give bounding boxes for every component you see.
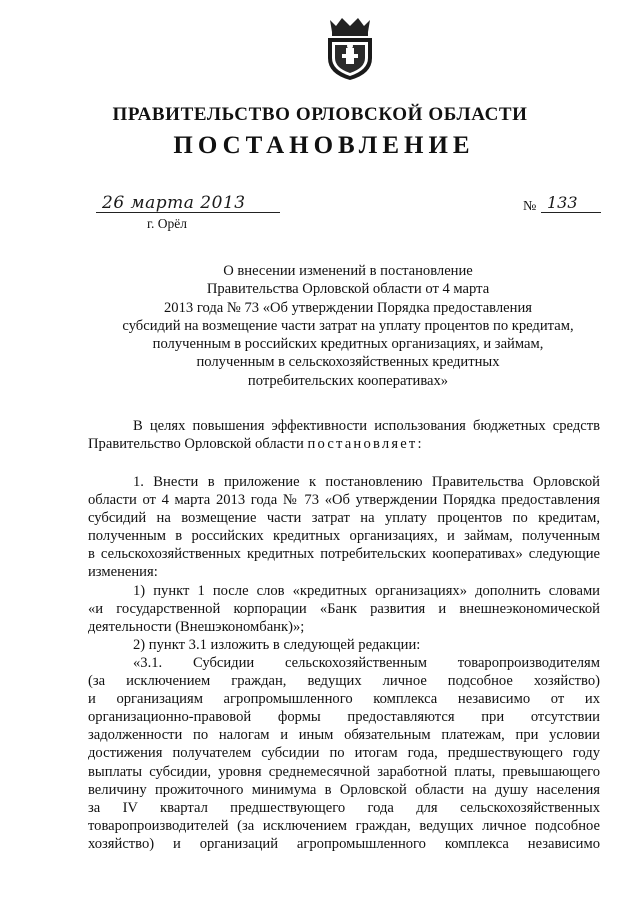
subject-line: полученным в сельскохозяйственных кредитных (196, 354, 500, 371)
handwritten-date: 26 марта 2013 (96, 194, 280, 213)
item-1-line: полученным в российских кредитных организациях, и займам, полученным (88, 528, 600, 545)
sub-item-1-line: 1) пункт 1 после слов «кредитных организациях» дополнить словами (133, 583, 600, 599)
quote-line: выплаты субсидии, уровня среднемесячной заработной платы, превышающего (88, 763, 600, 780)
city-label: г. Орёл (147, 216, 187, 231)
quote-line: и организациям агропромышленного комплекса независимо от их (88, 691, 600, 708)
quote-line: (за исключением граждан, ведущих личное подсобное хозяйство) (88, 673, 600, 690)
sub-item-2 (88, 636, 600, 654)
subject-line: субсидий на возмещение части затрат на уплату процентов по кредитам, (122, 317, 574, 334)
quote-line: величину прожиточного минимума в Орловской области на душу населения (88, 781, 600, 798)
subject-line: 2013 года № 73 «Об утверждении Порядка предоставления (164, 299, 532, 316)
preamble-prefix: Правительство Орловской области (88, 436, 308, 453)
subject-line: полученным в российских кредитных организациях, и займам, (152, 336, 544, 353)
document-type-title: ПОСТАНОВЛЕНИЕ (173, 132, 475, 159)
oryol-oblast-coat-of-arms-icon (322, 14, 378, 82)
item-1-line: области от 4 марта 2013 года № 73 «Об утверждении Порядка предоставления (88, 492, 600, 509)
quote-line: «3.1. Субсидии сельскохозяйственным товаропроизводителям (133, 655, 600, 671)
item-1-line: 1. Внести в приложение к постановлению Правительства Орловской (133, 474, 600, 490)
preamble (88, 417, 600, 453)
quoted-clause-3-1 (88, 654, 600, 853)
sub-item-2-line: 2) пункт 3.1 изложить в следующей редакции: (133, 637, 421, 653)
subject-line: Правительства Орловской области от 4 марта (206, 281, 490, 298)
preamble-verb: постановляет: (307, 436, 424, 453)
sub-item-1-line: «и государственной корпорации «Банк развития и внешнеэкономической (88, 601, 600, 618)
quote-line: задолженности по налогам и иным обязательным платежам, при условии (88, 727, 600, 744)
quote-line: товаропроизводителей (за исключением граждан, ведущих личное подсобное (88, 817, 600, 834)
preamble-line: В целях повышения эффективности использования бюджетных средств (133, 418, 600, 434)
sub-item-1 (88, 582, 600, 636)
item-1-line: изменения: (88, 564, 158, 581)
subject-line: О внесении изменений в постановление (223, 263, 473, 279)
preamble-line (88, 435, 600, 453)
sub-item-1-line: деятельности (Внешэкономбанк)»; (88, 619, 305, 636)
item-1 (88, 473, 600, 582)
decree-subject (88, 262, 608, 390)
item-1-line: в сельскохозяйственных кредитных потребительских кооперативах» следующие (88, 546, 600, 563)
government-title: ПРАВИТЕЛЬСТВО ОРЛОВСКОЙ ОБЛАСТИ (112, 104, 528, 125)
item-1-line: субсидий на возмещение части затрат на уплату процентов по кредитам, (88, 510, 600, 527)
quote-line: хозяйство) и организаций агропромышленного комплекса независимо (88, 835, 600, 852)
quote-line: организационно-правовой формы предоставляются при отсутствии (88, 709, 600, 726)
subject-line: потребительских кооперативах» (247, 372, 449, 389)
quote-line: за IV квартал предшествующего года для сельскохозяйственных (88, 799, 600, 816)
quote-line: достижения получателем субсидии по итогам года, предшествующего году (88, 745, 600, 762)
number-label: № (523, 199, 537, 214)
handwritten-number: 133 (541, 194, 601, 213)
